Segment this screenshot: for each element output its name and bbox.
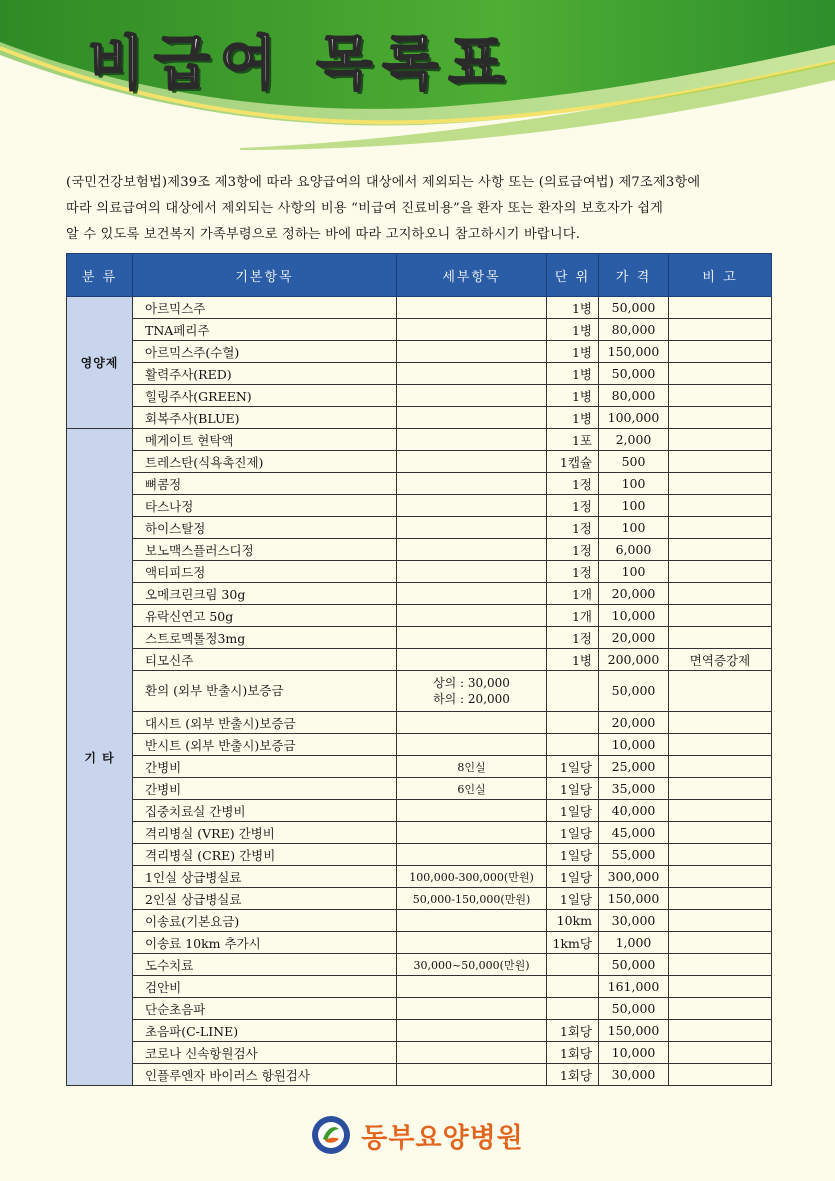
item-name-cell: 보노맥스플러스디정 [133,539,397,561]
table-row [67,888,772,910]
price-cell: 100,000 [599,407,669,429]
item-name-cell: 대시트 (외부 반출시)보증금 [133,712,397,734]
note-cell [669,429,772,451]
table-row [67,627,772,649]
unit-cell: 1포 [547,429,599,451]
detail-cell [397,998,547,1020]
detail-cell [397,800,547,822]
detail-cell [397,341,547,363]
unit-cell: 1개 [547,583,599,605]
detail-cell [397,712,547,734]
unit-cell: 1일당 [547,800,599,822]
note-cell [669,583,772,605]
item-name-cell: 집중치료실 간병비 [133,800,397,822]
price-cell: 50,000 [599,954,669,976]
table-row [67,605,772,627]
price-cell: 150,000 [599,888,669,910]
item-name-cell: 스트로멕톨정3mg [133,627,397,649]
detail-cell [397,844,547,866]
table-body [67,297,772,1086]
price-cell: 100 [599,473,669,495]
detail-cell [397,517,547,539]
note-cell [669,888,772,910]
note-cell [669,976,772,998]
note-cell [669,998,772,1020]
table-header-row [67,254,772,297]
unit-cell: 1일당 [547,866,599,888]
price-cell: 2,000 [599,429,669,451]
table-row [67,1020,772,1042]
detail-cell [397,822,547,844]
unit-cell: 1회당 [547,1042,599,1064]
detail-cell [397,1042,547,1064]
note-cell [669,319,772,341]
unit-cell: 1정 [547,473,599,495]
unit-cell: 1일당 [547,822,599,844]
price-cell: 80,000 [599,385,669,407]
unit-cell: 1병 [547,341,599,363]
item-name-cell: 간병비 [133,756,397,778]
column-header-category: 분 류 [67,254,133,297]
item-name-cell: 타스나정 [133,495,397,517]
item-name-cell: 유락신연고 50g [133,605,397,627]
table-row [67,363,772,385]
unit-cell: 1회당 [547,1064,599,1086]
price-cell: 10,000 [599,605,669,627]
note-cell [669,517,772,539]
detail-cell [397,385,547,407]
price-cell: 500 [599,451,669,473]
detail-cell [397,297,547,319]
table-row [67,385,772,407]
table-row [67,407,772,429]
note-cell [669,800,772,822]
note-cell [669,605,772,627]
table-row [67,649,772,671]
column-header-unit: 단 위 [547,254,599,297]
table-row [67,800,772,822]
unit-cell: 1일당 [547,888,599,910]
item-name-cell: 오메크린크림 30g [133,583,397,605]
hospital-logo [311,1115,524,1155]
column-header-item: 기본항목 [133,254,397,297]
detail-cell [397,910,547,932]
item-name-cell: 하이스탈정 [133,517,397,539]
item-name-cell: 아르믹스주(수혈) [133,341,397,363]
item-name-cell: 활력주사(RED) [133,363,397,385]
table-row [67,778,772,800]
unit-cell [547,954,599,976]
note-cell [669,341,772,363]
table-row [67,1064,772,1086]
table-row [67,583,772,605]
item-name-cell: 인플루엔자 바이러스 항원검사 [133,1064,397,1086]
price-cell: 45,000 [599,822,669,844]
unit-cell: 1정 [547,627,599,649]
note-cell [669,1042,772,1064]
item-name-cell: 아르믹스주 [133,297,397,319]
intro-line: 알 수 있도록 보건복지 가족부령으로 정하는 바에 따라 고지하오니 참고하시기 바랍니다. [66,227,581,242]
price-cell: 30,000 [599,1064,669,1086]
table-row [67,844,772,866]
table-row [67,932,772,954]
price-cell: 35,000 [599,778,669,800]
unit-cell: 1일당 [547,778,599,800]
item-name-cell: 격리병실 (CRE) 간병비 [133,844,397,866]
note-cell [669,363,772,385]
table-row [67,910,772,932]
detail-cell [397,561,547,583]
item-name-cell: 뼈콤정 [133,473,397,495]
item-name-cell: 단순초음파 [133,998,397,1020]
hospital-name: 동부요양병원 [361,1122,524,1154]
table-row [67,756,772,778]
table-row [67,517,772,539]
column-header-note: 비 고 [669,254,772,297]
detail-cell: 6인실 [397,778,547,800]
detail-cell [397,429,547,451]
note-cell [669,473,772,495]
detail-cell [397,932,547,954]
item-name-cell: 초음파(C-LINE) [133,1020,397,1042]
note-cell [669,539,772,561]
unit-cell: 1정 [547,495,599,517]
item-name-cell: 1인실 상급병실료 [133,866,397,888]
detail-cell [397,649,547,671]
detail-cell: 30,000~50,000(만원) [397,954,547,976]
unit-cell: 1일당 [547,756,599,778]
price-cell: 150,000 [599,1020,669,1042]
detail-cell: 50,000-150,000(만원) [397,888,547,910]
unit-cell [547,976,599,998]
price-cell: 30,000 [599,910,669,932]
item-name-cell: 회복주사(BLUE) [133,407,397,429]
price-cell: 50,000 [599,998,669,1020]
unit-cell: 1정 [547,561,599,583]
unit-cell: 1km당 [547,932,599,954]
category-cell: 영양제 [67,297,133,429]
detail-cell [397,583,547,605]
detail-cell [397,1064,547,1086]
note-cell [669,407,772,429]
item-name-cell: TNA페리주 [133,319,397,341]
price-cell: 1,000 [599,932,669,954]
item-name-cell: 환의 (외부 반출시)보증금 [133,671,397,712]
table-row [67,976,772,998]
item-name-cell: 반시트 (외부 반출시)보증금 [133,734,397,756]
unit-cell [547,712,599,734]
table-row [67,341,772,363]
detail-cell [397,627,547,649]
note-cell [669,561,772,583]
price-cell: 300,000 [599,866,669,888]
detail-cell [397,451,547,473]
unit-cell: 1병 [547,297,599,319]
note-cell [669,627,772,649]
detail-line: 상의 : 30,000 [433,676,510,690]
price-cell: 20,000 [599,627,669,649]
column-header-detail: 세부항목 [397,254,547,297]
table-row [67,297,772,319]
table-row [67,822,772,844]
note-cell [669,954,772,976]
unit-cell: 1회당 [547,1020,599,1042]
note-cell [669,932,772,954]
unit-cell: 1병 [547,319,599,341]
table-row [67,561,772,583]
item-name-cell: 티모신주 [133,649,397,671]
price-cell: 6,000 [599,539,669,561]
item-name-cell: 코로나 신속항원검사 [133,1042,397,1064]
note-cell: 면역증강제 [669,649,772,671]
non-covered-price-table [66,253,772,1086]
item-name-cell: 액티피드정 [133,561,397,583]
note-cell [669,844,772,866]
item-name-cell: 이송료(기본요금) [133,910,397,932]
price-cell: 100 [599,561,669,583]
unit-cell: 1개 [547,605,599,627]
detail-cell [397,671,547,712]
table-row [67,319,772,341]
detail-cell [397,976,547,998]
price-cell: 20,000 [599,712,669,734]
note-cell [669,385,772,407]
note-cell [669,734,772,756]
intro-notice [66,170,776,248]
unit-cell: 1병 [547,649,599,671]
price-cell: 100 [599,517,669,539]
note-cell [669,671,772,712]
header-banner [0,0,835,150]
detail-cell [397,319,547,341]
table-row [67,671,772,712]
unit-cell: 1일당 [547,844,599,866]
price-cell: 150,000 [599,341,669,363]
note-cell [669,297,772,319]
note-cell [669,495,772,517]
detail-cell [397,363,547,385]
hospital-emblem-icon [311,1115,351,1155]
item-name-cell: 메게이트 현탁액 [133,429,397,451]
item-name-cell: 2인실 상급병실료 [133,888,397,910]
table-row [67,954,772,976]
unit-cell: 1정 [547,539,599,561]
price-cell: 200,000 [599,649,669,671]
unit-cell: 1캡슐 [547,451,599,473]
note-cell [669,712,772,734]
note-cell [669,451,772,473]
price-cell: 50,000 [599,363,669,385]
table-row [67,712,772,734]
unit-cell: 10km [547,910,599,932]
unit-cell [547,671,599,712]
table-row [67,451,772,473]
table-row [67,539,772,561]
table-row [67,495,772,517]
item-name-cell: 간병비 [133,778,397,800]
price-cell: 50,000 [599,671,669,712]
detail-cell [397,473,547,495]
note-cell [669,910,772,932]
price-cell: 80,000 [599,319,669,341]
note-cell [669,756,772,778]
detail-cell: 8인실 [397,756,547,778]
detail-line: 하의 : 20,000 [433,692,510,706]
price-cell: 20,000 [599,583,669,605]
note-cell [669,778,772,800]
item-name-cell: 힐링주사(GREEN) [133,385,397,407]
column-header-price: 가 격 [599,254,669,297]
detail-cell [397,539,547,561]
table-row [67,429,772,451]
item-name-cell: 이송료 10km 추가시 [133,932,397,954]
footer [0,1115,835,1165]
detail-cell [397,734,547,756]
note-cell [669,1064,772,1086]
unit-cell [547,998,599,1020]
table-row [67,866,772,888]
note-cell [669,1020,772,1042]
unit-cell: 1병 [547,385,599,407]
item-name-cell: 도수치료 [133,954,397,976]
unit-cell [547,734,599,756]
price-cell: 10,000 [599,734,669,756]
price-cell: 100 [599,495,669,517]
page-title: 비급여 목록표 [88,29,515,97]
price-cell: 40,000 [599,800,669,822]
category-cell: 기 타 [67,429,133,1086]
item-name-cell: 트레스탄(식욕촉진제) [133,451,397,473]
note-cell [669,866,772,888]
price-cell: 10,000 [599,1042,669,1064]
table-row [67,734,772,756]
unit-cell: 1병 [547,407,599,429]
item-name-cell: 검안비 [133,976,397,998]
table-row [67,473,772,495]
note-cell [669,822,772,844]
unit-cell: 1정 [547,517,599,539]
detail-cell: 100,000-300,000(만원) [397,866,547,888]
item-name-cell: 격리병실 (VRE) 간병비 [133,822,397,844]
detail-cell [397,495,547,517]
detail-cell [397,407,547,429]
price-cell: 50,000 [599,297,669,319]
table-row [67,998,772,1020]
detail-cell [397,605,547,627]
unit-cell: 1병 [547,363,599,385]
intro-line: 따라 의료급여의 대상에서 제외되는 사항의 비용 “비급여 진료비용”을 환자 또는 환자의 보호자가 쉽게 [66,201,664,216]
intro-line: (국민건강보험법)제39조 제3항에 따라 요양급여의 대상에서 제외되는 사항 또는 (의료급여법) 제7조제3항에 [66,175,701,190]
price-cell: 25,000 [599,756,669,778]
detail-cell [397,1020,547,1042]
table-row [67,1042,772,1064]
price-cell: 161,000 [599,976,669,998]
price-cell: 55,000 [599,844,669,866]
